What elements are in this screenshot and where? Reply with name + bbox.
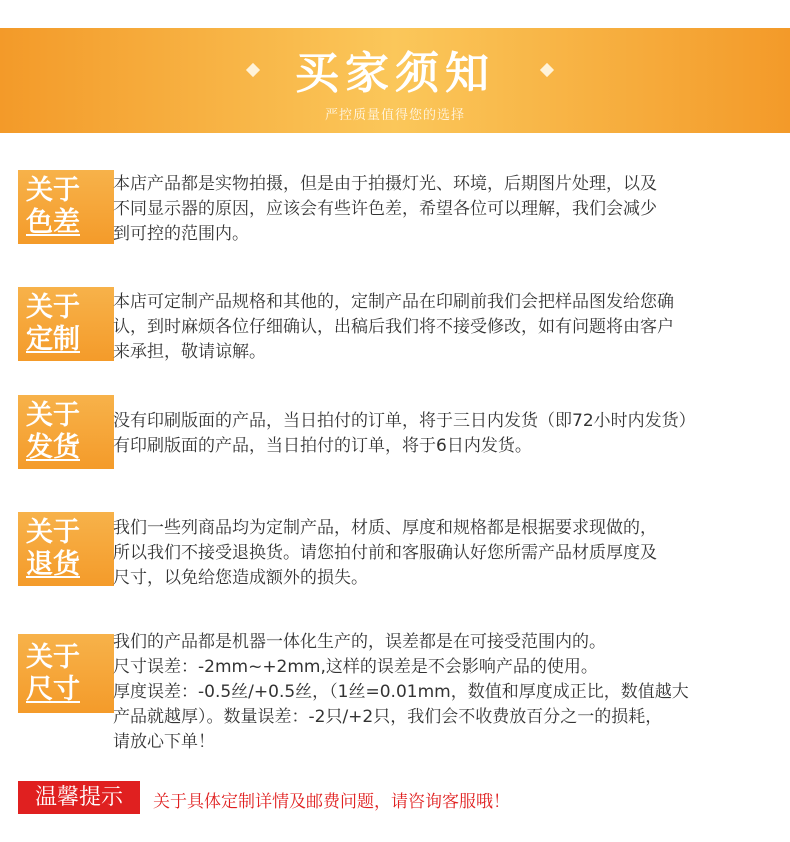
badge-line-2: 色差 — [26, 207, 80, 238]
text-line: 本店产品都是实物拍摄，但是由于拍摄灯光、环境，后期图片处理，以及 — [113, 174, 657, 194]
text-line: 厚度误差：-0.5丝/+0.5丝，（1丝=0.01mm，数值和厚度成正比，数值越大 — [113, 682, 689, 702]
text-line: 我们一些列商品均为定制产品，材质、厚度和规格都是根据要求现做的， — [113, 518, 657, 538]
badge-line-2: 发货 — [26, 432, 80, 463]
badge-line-2: 退货 — [26, 549, 80, 580]
section-text — [113, 172, 785, 247]
section-text — [113, 516, 785, 591]
text-line: 不同显示器的原因，应该会有些许色差，希望各位可以理解，我们会减少 — [113, 199, 657, 219]
section-badge — [18, 634, 114, 713]
text-line: 产品就越厚）。数量误差：-2只/+2只，我们会不收费放百分之一的损耗， — [113, 707, 663, 727]
header-banner — [0, 28, 790, 133]
page-subtitle: 严控质量值得您的选择 — [324, 108, 465, 123]
badge-line-2: 定制 — [26, 324, 80, 355]
text-line: 请放心下单！ — [113, 732, 215, 752]
badge-line-1: 关于 — [26, 400, 80, 431]
text-line: 所以我们不接受退换货。请您拍付前和客服确认好您所需产品材质厚度及 — [113, 543, 657, 563]
tip-text: 关于具体定制详情及邮费问题，请咨询客服哦！ — [153, 792, 510, 812]
section-badge — [18, 287, 114, 361]
text-line: 到可控的范围内。 — [113, 224, 249, 244]
text-line: 没有印刷版面的产品，当日拍付的订单，将于三日内发货（即72小时内发货） — [113, 411, 696, 431]
text-line: 我们的产品都是机器一体化生产的，误差都是在可接受范围内的。 — [113, 632, 606, 652]
text-line: 有印刷版面的产品，当日拍付的订单，将于6日内发货。 — [113, 436, 532, 456]
text-line: 来承担，敬请谅解。 — [113, 342, 266, 362]
section-text — [113, 290, 785, 365]
badge-line-1: 关于 — [26, 641, 80, 673]
section-badge — [18, 395, 114, 469]
text-line: 本店可定制产品规格和其他的，定制产品在印刷前我们会把样品图发给您确 — [113, 292, 674, 312]
badge-line-1: 关于 — [26, 292, 80, 323]
section-text — [113, 630, 785, 755]
section-badge — [18, 512, 114, 586]
text-line: 认，到时麻烦各位仔细确认，出稿后我们将不接受修改，如有问题将由客户 — [113, 317, 674, 337]
badge-line-1: 关于 — [26, 175, 80, 206]
text-line: 尺寸，以免给您造成额外的损失。 — [113, 568, 368, 588]
badge-line-1: 关于 — [26, 517, 80, 548]
section-text — [113, 409, 785, 459]
text-line: 尺寸误差：-2mm~+2mm,这样的误差是不会影响产品的使用。 — [113, 657, 598, 677]
section-badge — [18, 170, 114, 244]
badge-line-2: 尺寸 — [26, 673, 80, 705]
tip-label: 温馨提示 — [18, 781, 140, 814]
page-title: 买家须知 — [295, 48, 495, 99]
